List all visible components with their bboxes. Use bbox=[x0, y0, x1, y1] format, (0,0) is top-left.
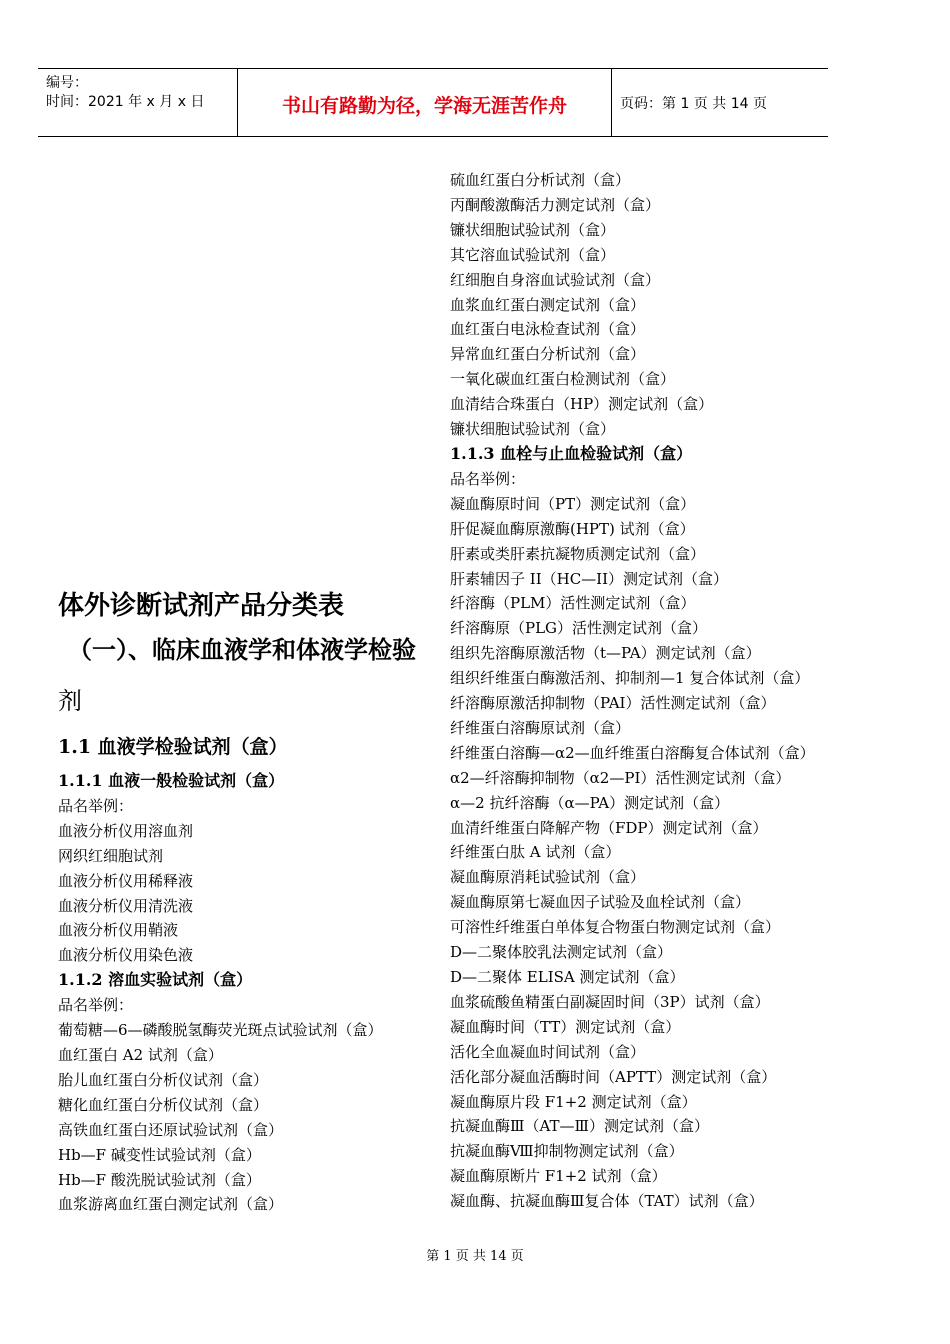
list-item: 凝血酶原消耗试验试剂（盒） bbox=[450, 868, 646, 887]
list-item: 血浆游离血红蛋白测定试剂（盒） bbox=[58, 1195, 284, 1214]
list-item: 品名举例： bbox=[450, 469, 526, 488]
header-info-cell bbox=[38, 69, 238, 136]
list-item: 血液分析仪用溶血剂 bbox=[58, 821, 194, 840]
list-item: 其它溶血试验试剂（盒） bbox=[450, 245, 616, 264]
section-heading-1-1-2: 1.1.2 溶血实验试剂（盒） bbox=[58, 970, 253, 990]
chapter-heading-line1: （一）、临床血液学和体液学检验 bbox=[68, 635, 416, 664]
list-item: 活化部分凝血活酶时间（APTT）测定试剂（盒） bbox=[450, 1067, 777, 1086]
list-item: 抗凝血酶Ⅲ（AT—Ⅲ）测定试剂（盒） bbox=[450, 1117, 709, 1136]
list-item: 凝血酶原第七凝血因子试验及血栓试剂（盒） bbox=[450, 893, 751, 912]
right-column bbox=[450, 168, 845, 1214]
list-hemolysis-continued bbox=[450, 168, 845, 442]
list-item: 一氧化碳血红蛋白检测试剂（盒） bbox=[450, 370, 676, 389]
list-item: 镰状细胞试验试剂（盒） bbox=[450, 220, 616, 239]
list-1-1-2 bbox=[58, 993, 448, 1217]
list-item: 葡萄糖—6—磷酸脱氢酶荧光斑点试验试剂（盒） bbox=[58, 1021, 383, 1040]
list-item: 血浆血红蛋白测定试剂（盒） bbox=[450, 295, 646, 314]
list-item: 硫血红蛋白分析试剂（盒） bbox=[450, 171, 631, 189]
header-motto: 书山有路勤为径，学海无涯苦作舟 bbox=[281, 95, 567, 117]
document-time-label: 时间：2021 年 x 月 x 日 bbox=[46, 94, 205, 110]
header-motto-cell bbox=[238, 69, 612, 136]
section-heading-1-1: 1.1 血液学检验试剂（盒） bbox=[58, 736, 288, 758]
page-header bbox=[38, 68, 828, 137]
list-item: 异常血红蛋白分析试剂（盒） bbox=[450, 345, 646, 364]
list-item: Hb—F 酸洗脱试验试剂（盒） bbox=[58, 1170, 261, 1189]
list-item: 糖化血红蛋白分析仪试剂（盒） bbox=[58, 1095, 269, 1114]
chapter-heading-line2: 剂 bbox=[58, 687, 82, 715]
list-item: 纤维蛋白肽 A 试剂（盒） bbox=[450, 843, 621, 862]
left-column bbox=[58, 586, 448, 1217]
list-item: 可溶性纤维蛋白单体复合物蛋白物测定试剂（盒） bbox=[450, 918, 781, 937]
list-item: 肝素辅因子 II（HC—II）测定试剂（盒） bbox=[450, 569, 729, 588]
list-item: 凝血酶原时间（PT）测定试剂（盒） bbox=[450, 494, 696, 513]
list-item: 高铁血红蛋白还原试验试剂（盒） bbox=[58, 1120, 284, 1139]
document-number-label: 编号： bbox=[46, 75, 88, 91]
list-item: 血液分析仪用染色液 bbox=[58, 946, 194, 965]
list-item: 血液分析仪用鞘液 bbox=[58, 921, 179, 940]
list-item: 凝血酶时间（TT）测定试剂（盒） bbox=[450, 1017, 681, 1036]
list-item: 凝血酶、抗凝血酶Ⅲ复合体（TAT）试剂（盒） bbox=[450, 1192, 764, 1211]
list-item: 血红蛋白 A2 试剂（盒） bbox=[58, 1045, 223, 1064]
list-item: 血清纤维蛋白降解产物（FDP）测定试剂（盒） bbox=[450, 818, 768, 837]
list-item: 组织先溶酶原激活物（t—PA）测定试剂（盒） bbox=[450, 644, 761, 663]
list-item: 红细胞自身溶血试验试剂（盒） bbox=[450, 270, 661, 289]
list-item: 胎儿血红蛋白分析仪试剂（盒） bbox=[58, 1070, 269, 1089]
list-item: 抗凝血酶Ⅷ抑制物测定试剂（盒） bbox=[450, 1142, 684, 1161]
list-item: 纤溶酶（PLM）活性测定试剂（盒） bbox=[450, 594, 696, 613]
list-item: D—二聚体胶乳法测定试剂（盒） bbox=[450, 943, 673, 962]
list-item: 肝促凝血酶原激酶(HPT) 试剂（盒） bbox=[450, 519, 695, 538]
list-item: 纤维蛋白溶酶原试剂（盒） bbox=[450, 718, 631, 737]
header-page-cell bbox=[612, 69, 828, 136]
list-item: 品名举例： bbox=[58, 796, 134, 815]
document-title: 体外诊断试剂产品分类表 bbox=[58, 591, 345, 621]
list-item: 血清结合珠蛋白（HP）测定试剂（盒） bbox=[450, 395, 714, 414]
list-item: α2—纤溶酶抑制物（α2—PI）活性测定试剂（盒） bbox=[450, 768, 791, 787]
list-item: 活化全血凝血时间试剂（盒） bbox=[450, 1042, 646, 1061]
section-heading-1-1-3: 1.1.3 血栓与止血检验试剂（盒） bbox=[450, 443, 693, 463]
list-item: 凝血酶原片段 F1+2 测定试剂（盒） bbox=[450, 1092, 697, 1111]
list-item: 血红蛋白电泳检查试剂（盒） bbox=[450, 320, 646, 339]
header-page-label: 页码：第 1 页 共 14 页 bbox=[620, 96, 767, 112]
list-1-1-1 bbox=[58, 794, 448, 968]
list-item: 品名举例： bbox=[58, 996, 134, 1015]
list-item: 纤溶酶原（PLG）活性测定试剂（盒） bbox=[450, 619, 708, 638]
list-item: D—二聚体 ELISA 测定试剂（盒） bbox=[450, 968, 685, 986]
list-1-1-3 bbox=[450, 467, 845, 1214]
list-item: 丙酮酸激酶活力测定试剂（盒） bbox=[450, 195, 661, 214]
list-item: 血液分析仪用清洗液 bbox=[58, 896, 194, 915]
page-footer: 第 1 页 共 14 页 bbox=[426, 1249, 524, 1264]
list-item: 血浆硫酸鱼精蛋白副凝固时间（3P）试剂（盒） bbox=[450, 992, 770, 1011]
list-item: 镰状细胞试验试剂（盒） bbox=[450, 420, 616, 439]
section-heading-1-1-1: 1.1.1 血液一般检验试剂（盒） bbox=[58, 771, 285, 790]
list-item: 纤溶酶原激活抑制物（PAI）活性测定试剂（盒） bbox=[450, 694, 776, 713]
list-item: 纤维蛋白溶酶—α2—血纤维蛋白溶酶复合体试剂（盒） bbox=[450, 743, 815, 762]
list-item: 组织纤维蛋白酶激活剂、抑制剂—1 复合体试剂（盒） bbox=[450, 669, 810, 688]
list-item: 凝血酶原断片 F1+2 试剂（盒） bbox=[450, 1167, 667, 1186]
list-item: 肝素或类肝素抗凝物质测定试剂（盒） bbox=[450, 544, 706, 563]
list-item: α—2 抗纤溶酶（α—PA）测定试剂（盒） bbox=[450, 793, 730, 812]
list-item: 血液分析仪用稀释液 bbox=[58, 871, 194, 890]
list-item: 网织红细胞试剂 bbox=[58, 846, 164, 865]
list-item: Hb—F 碱变性试验试剂（盒） bbox=[58, 1145, 261, 1164]
